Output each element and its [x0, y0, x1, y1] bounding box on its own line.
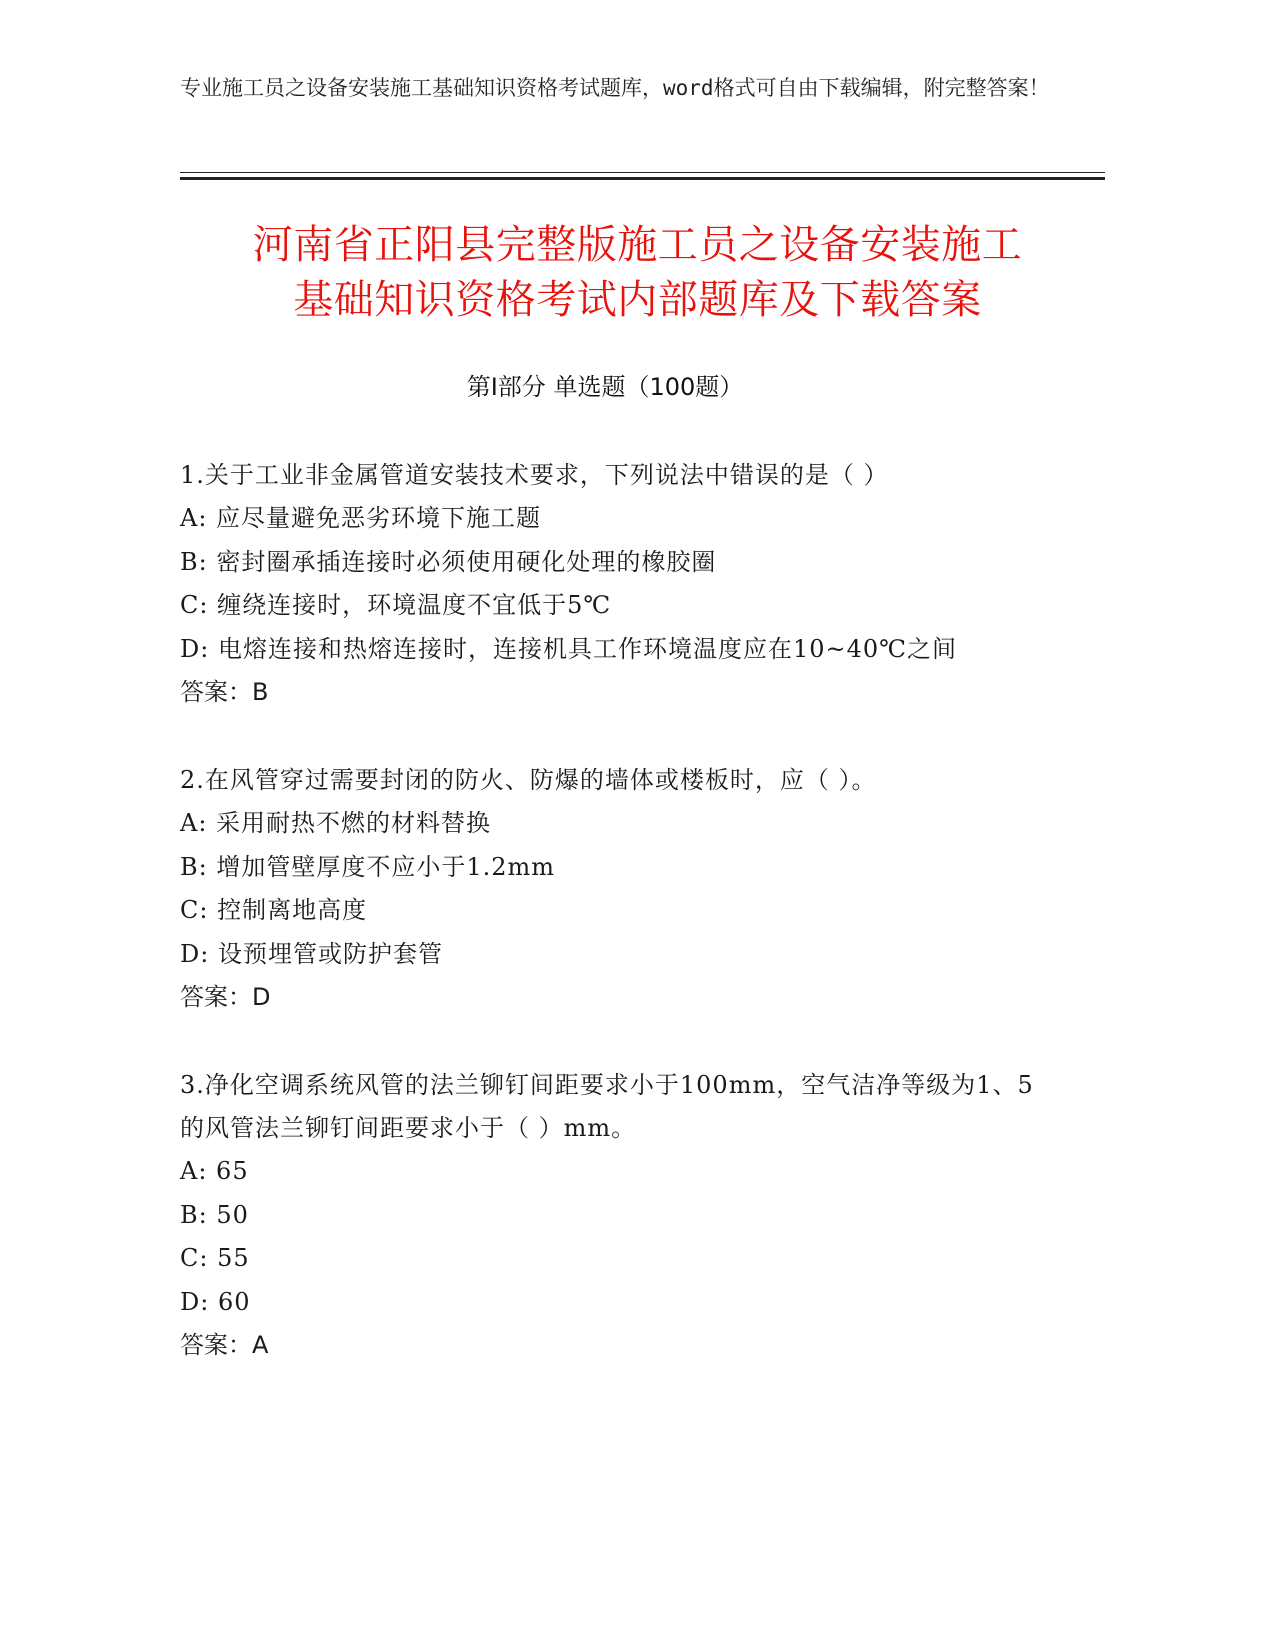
question-3	[180, 1064, 1050, 1368]
question-stem: 2.在风管穿过需要封闭的防火、防爆的墙体或楼板时，应（ ）。	[180, 766, 877, 794]
option-d: D: 60	[180, 1287, 251, 1316]
option-c: C: 缠绕连接时，环境温度不宜低于5℃	[180, 591, 612, 619]
document-title	[160, 218, 1115, 328]
answer: 答案：B	[180, 678, 269, 706]
header-rule-thick	[180, 177, 1105, 180]
answer: 答案：D	[180, 983, 271, 1011]
option-a: A: 采用耐热不燃的材料替换	[180, 809, 492, 837]
option-d: D: 设预埋管或防护套管	[180, 939, 443, 968]
option-c: C: 控制离地高度	[180, 896, 368, 924]
question-1	[180, 454, 1050, 715]
document-title-line-2: 基础知识资格考试内部题库及下载答案	[293, 277, 982, 323]
question-stem: 1.关于工业非金属管道安装技术要求，下列说法中错误的是（ ）	[180, 461, 889, 489]
option-b: B: 50	[180, 1200, 249, 1229]
option-d: D: 电熔连接和热熔连接时，连接机具工作环境温度应在10~40℃之间	[180, 634, 957, 663]
header-rule-thin	[180, 172, 1105, 173]
header-note: 专业施工员之设备安装施工基础知识资格考试题库，word格式可自由下载编辑，附完整答案！	[180, 76, 1050, 100]
document-title-line-1: 河南省正阳县完整版施工员之设备安装施工	[252, 222, 1023, 268]
question-2	[180, 759, 1050, 1020]
question-stem: 3.净化空调系统风管的法兰铆钉间距要求小于100mm，空气洁净等级为1、5的风管法兰铆钉间距要求小于（ ）mm。	[180, 1071, 1034, 1142]
option-c: C: 55	[180, 1244, 250, 1272]
option-b: B: 增加管壁厚度不应小于1.2mm	[180, 852, 556, 881]
option-b: B: 密封圈承插连接时必须使用硬化处理的橡胶圈	[180, 547, 717, 576]
section-heading: 第Ⅰ部分 单选题（100题）	[466, 373, 744, 401]
answer: 答案：A	[180, 1331, 269, 1359]
option-a: A: 65	[180, 1157, 249, 1185]
option-a: A: 应尽量避免恶劣环境下施工题	[180, 504, 542, 532]
